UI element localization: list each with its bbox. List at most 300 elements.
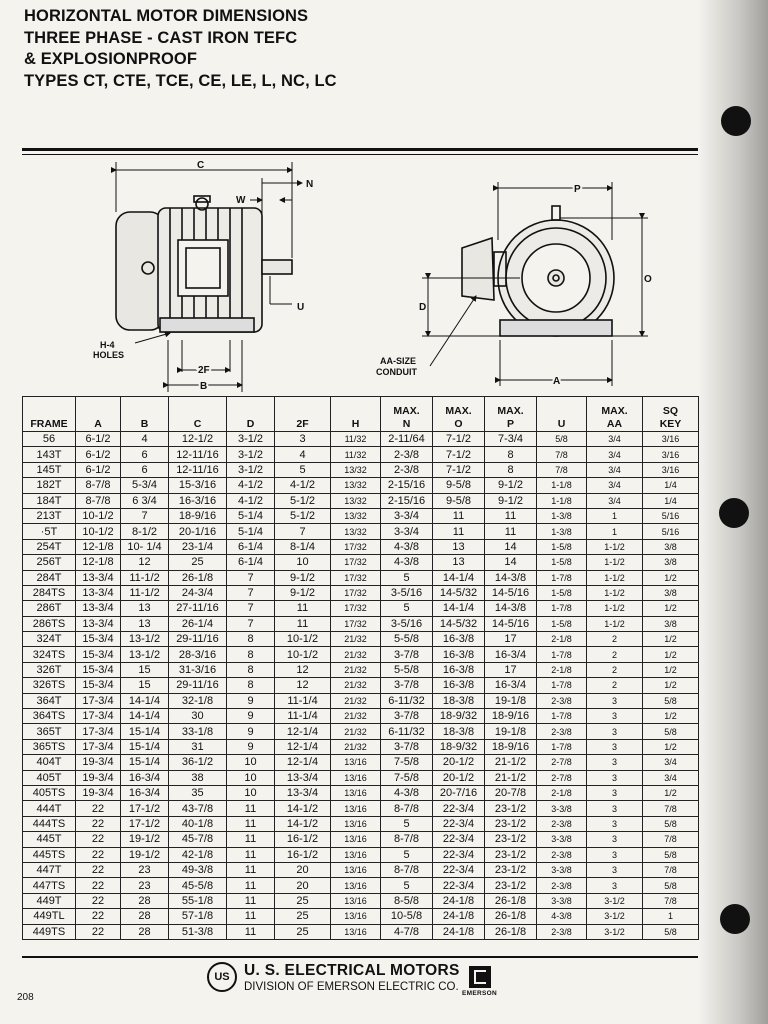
table-cell: 1/2 (643, 678, 699, 693)
table-cell: 3 (587, 785, 643, 800)
table-cell: 7/8 (537, 462, 587, 477)
table-cell: 5-5/8 (381, 632, 433, 647)
table-cell: 8-1/2 (121, 524, 169, 539)
table-cell: 324TS (23, 647, 76, 662)
table-cell: 22 (76, 816, 121, 831)
table-cell: 13-1/2 (121, 647, 169, 662)
table-cell: 17/32 (331, 555, 381, 570)
table-cell: 1-7/8 (537, 647, 587, 662)
table-cell: 12-1/4 (275, 739, 331, 754)
label-d: D (419, 302, 427, 313)
table-cell: 9-1/2 (275, 570, 331, 585)
table-cell: 2-1/8 (537, 785, 587, 800)
table-cell: 1-1/8 (537, 478, 587, 493)
table-cell: 2-15/16 (381, 493, 433, 508)
column-header-top: SQ (662, 405, 679, 417)
table-row (23, 801, 699, 816)
column-header-label: U (557, 418, 566, 430)
table-cell: 29-11/16 (169, 632, 227, 647)
table-cell: 4-1/2 (227, 478, 275, 493)
label-b: B (200, 381, 208, 392)
table-cell: 1-5/8 (537, 616, 587, 631)
table-cell: 22 (76, 801, 121, 816)
table-cell: 3 (587, 724, 643, 739)
table-cell: 405TS (23, 785, 76, 800)
table-cell: 1/2 (643, 739, 699, 754)
table-cell: 23-1/2 (485, 878, 537, 893)
table-row (23, 678, 699, 693)
table-cell: 7/8 (643, 801, 699, 816)
column-header (643, 397, 699, 432)
table-cell: 36-1/2 (169, 755, 227, 770)
table-cell: 10 (227, 770, 275, 785)
table-cell: 11 (275, 616, 331, 631)
table-cell: 8-7/8 (381, 801, 433, 816)
table-cell: 1-7/8 (537, 678, 587, 693)
table-cell: 10 (275, 555, 331, 570)
table-cell: 11 (227, 924, 275, 939)
table-cell: 4-7/8 (381, 924, 433, 939)
table-cell: 8-5/8 (381, 893, 433, 908)
table-cell: 3 (587, 693, 643, 708)
column-header-label: KEY (659, 418, 682, 430)
table-cell: 33-1/8 (169, 724, 227, 739)
table-cell: 5 (381, 878, 433, 893)
table-cell: 11 (227, 893, 275, 908)
table-cell: 20-1/16 (169, 524, 227, 539)
table-cell: 49-3/8 (169, 862, 227, 877)
table-cell: 8-7/8 (76, 493, 121, 508)
table-cell: 12-1/4 (275, 724, 331, 739)
table-cell: 14-1/4 (433, 570, 485, 585)
table-cell: 4-3/8 (381, 539, 433, 554)
table-cell: 17 (485, 632, 537, 647)
table-row (23, 555, 699, 570)
table-cell: 6 (121, 447, 169, 462)
column-header-label: C (193, 418, 202, 430)
table-cell: 38 (169, 770, 227, 785)
table-cell: 7 (227, 616, 275, 631)
table-cell: 29-11/16 (169, 678, 227, 693)
table-cell: 286TS (23, 616, 76, 631)
table-cell: 7 (227, 585, 275, 600)
column-header (23, 397, 76, 432)
table-cell: 16-3/8 (433, 678, 485, 693)
table-row (23, 909, 699, 924)
table-cell: 14-1/2 (275, 801, 331, 816)
table-cell: 11 (485, 524, 537, 539)
table-cell: 24-1/8 (433, 909, 485, 924)
table-cell: 8-7/8 (381, 832, 433, 847)
table-cell: 11 (227, 862, 275, 877)
table-cell: 2 (587, 662, 643, 677)
table-cell: 364T (23, 693, 76, 708)
label-w: W (236, 195, 246, 206)
table-cell: 24-3/4 (169, 585, 227, 600)
table-cell: 23-1/2 (485, 816, 537, 831)
table-cell: 23-1/2 (485, 847, 537, 862)
table-cell: 1/4 (643, 493, 699, 508)
table-cell: 20-7/8 (485, 785, 537, 800)
table-cell: 22 (76, 847, 121, 862)
table-row (23, 647, 699, 662)
column-header-label: H (351, 418, 360, 430)
table-cell: 10-1/2 (76, 508, 121, 523)
table-cell: 32-1/8 (169, 693, 227, 708)
table-cell: 31 (169, 739, 227, 754)
table-cell: 19-3/4 (76, 785, 121, 800)
table-cell: 4-1/2 (275, 478, 331, 493)
table-cell: 14-3/8 (485, 601, 537, 616)
table-cell: 3/8 (643, 539, 699, 554)
emerson-logo (469, 966, 491, 988)
table-cell: 17/32 (331, 601, 381, 616)
table-cell: 1-7/8 (537, 570, 587, 585)
table-cell: 45-7/8 (169, 832, 227, 847)
table-cell: 7-3/4 (485, 432, 537, 447)
table-cell: 17/32 (331, 539, 381, 554)
table-cell: 23-1/4 (169, 539, 227, 554)
table-row (23, 432, 699, 447)
table-cell: 22-3/4 (433, 862, 485, 877)
table-cell: 1-5/8 (537, 539, 587, 554)
table-cell: 3-5/16 (381, 585, 433, 600)
table-cell: 14-1/4 (433, 601, 485, 616)
end-view-motor (462, 206, 614, 336)
table-cell: 5/8 (643, 847, 699, 862)
table-cell: 22-3/4 (433, 832, 485, 847)
table-cell: 28 (121, 924, 169, 939)
table-cell: 8-1/4 (275, 539, 331, 554)
table-cell: 326TS (23, 678, 76, 693)
column-header (587, 397, 643, 432)
table-cell: 22-3/4 (433, 847, 485, 862)
table-cell: 2-3/8 (537, 693, 587, 708)
table-cell: 7 (227, 601, 275, 616)
table-cell: 51-3/8 (169, 924, 227, 939)
table-cell: 14-3/8 (485, 570, 537, 585)
table-cell: 5-1/2 (275, 508, 331, 523)
table-cell: 1-1/2 (587, 555, 643, 570)
table-cell: 16-3/8 (433, 647, 485, 662)
table-cell: 3-1/2 (587, 893, 643, 908)
label-a: A (553, 376, 561, 387)
table-cell: 256T (23, 555, 76, 570)
table-cell: 22 (76, 924, 121, 939)
table-cell: 7-5/8 (381, 755, 433, 770)
table-cell: 17-3/4 (76, 709, 121, 724)
table-cell: 1/2 (643, 601, 699, 616)
table-cell: 1 (643, 909, 699, 924)
table-cell: 15-3/4 (76, 632, 121, 647)
table-cell: 13-3/4 (275, 770, 331, 785)
table-cell: 14-5/16 (485, 585, 537, 600)
table-cell: 11 (227, 847, 275, 862)
table-cell: 7 (275, 524, 331, 539)
table-cell: 22-3/4 (433, 816, 485, 831)
table-cell: 3-5/16 (381, 616, 433, 631)
binder-hole-middle (719, 498, 749, 528)
table-cell: 3-7/8 (381, 647, 433, 662)
table-row (23, 770, 699, 785)
company-division: DIVISION OF EMERSON ELECTRIC CO. (244, 981, 459, 993)
table-row (23, 447, 699, 462)
table-cell: 13/32 (331, 462, 381, 477)
column-header-label: 2F (296, 418, 309, 430)
table-row (23, 847, 699, 862)
table-cell: 21/32 (331, 632, 381, 647)
table-cell: 7/8 (537, 447, 587, 462)
table-cell: 326T (23, 662, 76, 677)
table-cell: 3 (275, 432, 331, 447)
table-cell: 2 (587, 647, 643, 662)
table-cell: 3-1/2 (587, 924, 643, 939)
table-cell: 2-3/8 (537, 724, 587, 739)
table-row (23, 739, 699, 754)
column-header (433, 397, 485, 432)
table-cell: 4 (121, 432, 169, 447)
table-cell: 449TL (23, 909, 76, 924)
table-cell: 6 3/4 (121, 493, 169, 508)
table-cell: 3-3/8 (537, 893, 587, 908)
table-cell: 26-1/8 (485, 924, 537, 939)
label-aa-conduit-2: CONDUIT (376, 367, 417, 377)
table-cell: 1-3/8 (537, 524, 587, 539)
table-cell: 1-5/8 (537, 555, 587, 570)
table-cell: 3/4 (643, 770, 699, 785)
label-u: U (297, 302, 305, 313)
side-view-motor (116, 196, 292, 332)
table-cell: 5-1/4 (227, 524, 275, 539)
table-cell: 13-3/4 (275, 785, 331, 800)
table-cell: 11 (227, 832, 275, 847)
table-cell: 1 (587, 524, 643, 539)
table-cell: 21/32 (331, 678, 381, 693)
table-cell: 22 (76, 862, 121, 877)
table-cell: 13-1/2 (121, 632, 169, 647)
table-body (23, 432, 699, 940)
table-cell: 7-1/2 (433, 432, 485, 447)
table-cell: 13/32 (331, 478, 381, 493)
table-cell: 13/16 (331, 878, 381, 893)
table-cell: 5/8 (537, 432, 587, 447)
label-2f: 2F (198, 365, 210, 376)
table-row (23, 585, 699, 600)
table-cell: 447TS (23, 878, 76, 893)
table-cell: 13-3/4 (76, 616, 121, 631)
table-cell: 3-3/4 (381, 508, 433, 523)
table-cell: 13/16 (331, 816, 381, 831)
table-row (23, 539, 699, 554)
table-cell: 284TS (23, 585, 76, 600)
table-row (23, 862, 699, 877)
table-cell: 20 (275, 878, 331, 893)
table-cell: 3-3/4 (381, 524, 433, 539)
table-cell: 21-1/2 (485, 755, 537, 770)
column-header-top: MAX. (445, 405, 472, 417)
table-cell: 7-1/2 (433, 462, 485, 477)
table-cell: 45-5/8 (169, 878, 227, 893)
table-cell: 12 (121, 555, 169, 570)
table-cell: 12-11/16 (169, 447, 227, 462)
table-cell: 23 (121, 862, 169, 877)
table-cell: 3-3/8 (537, 801, 587, 816)
table-cell: 6-1/2 (76, 432, 121, 447)
table-cell: 21/32 (331, 647, 381, 662)
table-cell: 24-1/8 (433, 893, 485, 908)
table-cell: 1-5/8 (537, 585, 587, 600)
page-number: 208 (17, 992, 34, 1003)
table-cell: 1/2 (643, 662, 699, 677)
table-cell: 23-1/2 (485, 801, 537, 816)
table-row (23, 632, 699, 647)
table-cell: 5 (381, 816, 433, 831)
table-row (23, 755, 699, 770)
table-cell: 22 (76, 909, 121, 924)
table-cell: 12-1/4 (275, 755, 331, 770)
table-header (23, 397, 699, 432)
table-cell: 21-1/2 (485, 770, 537, 785)
table-cell: 5/8 (643, 724, 699, 739)
table-cell: 1-1/2 (587, 539, 643, 554)
table-row (23, 816, 699, 831)
table-cell: 5-5/8 (381, 662, 433, 677)
table-cell: 213T (23, 508, 76, 523)
table-cell: 10 (227, 785, 275, 800)
table-cell: 3/16 (643, 462, 699, 477)
table-cell: 3 (587, 755, 643, 770)
table-cell: 447T (23, 862, 76, 877)
column-header (169, 397, 227, 432)
table-row (23, 709, 699, 724)
table-cell: 15-3/4 (76, 678, 121, 693)
table-cell: 15-1/4 (121, 755, 169, 770)
table-cell: 3-7/8 (381, 739, 433, 754)
label-h-holes-2: HOLES (93, 350, 125, 360)
title-line-2: THREE PHASE - CAST IRON TEFC (24, 28, 298, 47)
table-cell: 16-1/2 (275, 832, 331, 847)
table-cell: 11-1/2 (121, 570, 169, 585)
table-cell: 5/8 (643, 878, 699, 893)
us-motors-logo (207, 962, 237, 992)
table-row (23, 693, 699, 708)
table-cell: 23-1/2 (485, 862, 537, 877)
table-cell: 8 (485, 447, 537, 462)
table-cell: 22 (76, 893, 121, 908)
column-header-top: MAX. (497, 405, 524, 417)
table-cell: 11-1/4 (275, 693, 331, 708)
table-cell: 28 (121, 893, 169, 908)
table-cell: 7 (227, 570, 275, 585)
table-cell: 4-3/8 (381, 555, 433, 570)
table-cell: 1/2 (643, 647, 699, 662)
table-cell: 5 (275, 462, 331, 477)
table-cell: 3/8 (643, 616, 699, 631)
table-cell: 31-3/16 (169, 662, 227, 677)
table-cell: 11 (485, 508, 537, 523)
table-cell: 12 (275, 662, 331, 677)
label-p: P (574, 184, 581, 195)
table-cell: 2-1/8 (537, 662, 587, 677)
table-cell: 9-1/2 (485, 478, 537, 493)
table-cell: 17-3/4 (76, 739, 121, 754)
table-cell: 11-1/4 (275, 709, 331, 724)
table-cell: 16-3/4 (121, 785, 169, 800)
table-cell: 2-3/8 (537, 816, 587, 831)
table-cell: 1-7/8 (537, 601, 587, 616)
table-cell: 21/32 (331, 739, 381, 754)
table-cell: 10- 1/4 (121, 539, 169, 554)
table-cell: 9 (227, 709, 275, 724)
table-cell: 5-1/2 (275, 493, 331, 508)
table-cell: 19-1/8 (485, 693, 537, 708)
table-cell: 26-1/8 (485, 909, 537, 924)
table-cell: 2-1/8 (537, 632, 587, 647)
table-cell: 26-1/8 (485, 893, 537, 908)
table-cell: 404T (23, 755, 76, 770)
table-cell: 3-7/8 (381, 678, 433, 693)
table-cell: 3/4 (587, 447, 643, 462)
table-cell: 2-7/8 (537, 755, 587, 770)
label-c: C (197, 160, 205, 171)
table-cell: 40-1/8 (169, 816, 227, 831)
table-cell: 364TS (23, 709, 76, 724)
table-cell: 11 (227, 878, 275, 893)
table-row (23, 570, 699, 585)
table-cell: 365T (23, 724, 76, 739)
table-row (23, 616, 699, 631)
table-cell: 43-7/8 (169, 801, 227, 816)
table-cell: 4 (275, 447, 331, 462)
table-cell: 16-3/4 (121, 770, 169, 785)
table-row (23, 785, 699, 800)
table-cell: 365TS (23, 739, 76, 754)
table-cell: 25 (275, 924, 331, 939)
table-cell: 15 (121, 662, 169, 677)
table-cell: 1 (587, 508, 643, 523)
table-cell: 3/8 (643, 555, 699, 570)
table-cell: 3/16 (643, 432, 699, 447)
column-header (275, 397, 331, 432)
table-row (23, 462, 699, 477)
table-cell: 10-1/2 (275, 647, 331, 662)
table-cell: 17-3/4 (76, 724, 121, 739)
column-header (76, 397, 121, 432)
table-cell: 17-1/2 (121, 816, 169, 831)
column-header-label: D (246, 418, 255, 430)
table-cell: 5/8 (643, 816, 699, 831)
title-line-1: HORIZONTAL MOTOR DIMENSIONS (24, 7, 309, 25)
table-cell: 3 (587, 709, 643, 724)
table-row (23, 724, 699, 739)
column-header-label: O (454, 418, 463, 430)
table-cell: 15-3/4 (76, 647, 121, 662)
table-cell: 286T (23, 601, 76, 616)
table-cell: 254T (23, 539, 76, 554)
label-h-holes-1: H-4 (100, 340, 115, 350)
table-cell: 26-1/8 (169, 570, 227, 585)
table-cell: 10 (227, 755, 275, 770)
title-line-3: & EXPLOSIONPROOF (24, 50, 198, 68)
table-cell: 3/4 (587, 462, 643, 477)
table-cell: 13 (121, 616, 169, 631)
table-cell: 9 (227, 739, 275, 754)
table-cell: 11 (227, 801, 275, 816)
table-cell: 6-1/2 (76, 462, 121, 477)
table-cell: 24-1/8 (433, 924, 485, 939)
table-cell: 55-1/8 (169, 893, 227, 908)
table-cell: 7/8 (643, 893, 699, 908)
